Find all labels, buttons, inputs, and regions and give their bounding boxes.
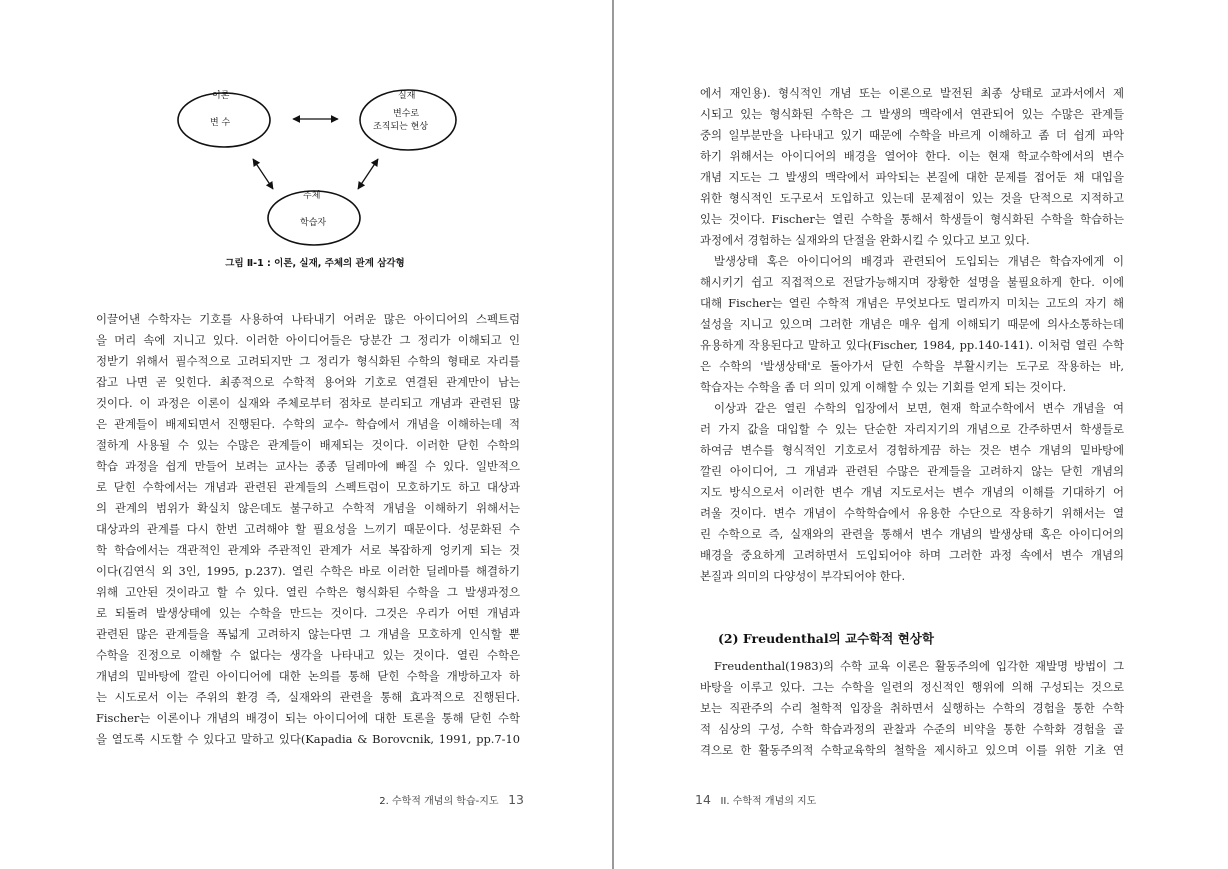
text-line: 개념의 밑바탕에 깔린 아이디어에 대한 논의를 통해 닫힌 수학을 개방하고자 하 [96,669,520,683]
text-line: 대해 Fischer는 열린 수학적 개념은 무엇보다도 멀리까지 미치는 고도의 자기 해 [700,296,1124,310]
text-line: 로 되돌려 발생상태에 있는 수학을 만드는 것이다. 그것은 우리가 어떤 개념과 [96,606,520,620]
left-footer [379,792,524,807]
text-line: 위해 고안된 것이라고 할 수 있다. 열린 수학은 형식화된 수학을 그 발생과정으 [96,585,520,599]
theory-label: 이론 [212,91,230,101]
text-line: 시되고 있는 형식화된 수학은 그 발생의 맥락에서 연관되어 있는 수많은 관계들 [700,107,1124,121]
text-line: 중의 일부분만을 나타내고 있기 때문에 수학을 바르게 이해하고 좀 더 쉽게 파악 [700,128,1124,142]
left-footer-title: 2. 수학적 개념의 학습-지도 [379,796,499,807]
text-line: 려울 것이다. 변수 개념이 수학학습에서 유용한 수단으로 작용하기 위해서는 열 [700,506,1124,520]
text-line: 본질과 의미의 다양성이 부각되어야 한다. [700,569,906,583]
text-line: 을 머리 속에 지니고 있다. 이러한 아이디어들은 당분간 그 정리가 이해되고 인 [96,333,520,347]
text-line: 개념 지도는 그 발생의 맥락에서 파악되는 본질에 대한 문제를 접어둔 채 대입을 [700,170,1124,184]
right-footer [695,792,816,807]
text-line: 하기 위해서는 아이디어의 배경을 열어야 한다. 이는 현재 학교수학에서의 변수 [700,149,1124,163]
text-line: 학습자는 수학을 좀 더 의미 있게 이해할 수 있는 기회를 얻게 되는 것이다. [700,380,1067,394]
text-line: 에서 재인용). 형식적인 개념 또는 이론으로 발전된 최종 상태로 교과서에서 제 [700,86,1124,100]
text-line: 의 관계의 범위가 확실치 않은데도 불구하고 수학적 개념을 이해하기 위해서는 [96,501,520,515]
text-line: 배경을 중요하게 고려하면서 도입되어야 하며 그러한 과정 속에서 변수 개념의 [700,548,1124,562]
text-line: 이다(김연식 외 3인, 1995, p.237). 열린 수학은 바로 이러한 딜레마를 해결하기 [96,564,520,578]
text-line: 은 수학의 '발생상태'로 돌아가서 닫힌 수학을 부활시키는 도구로 작용하는 바, [700,359,1124,373]
text-line: 관련된 많은 관계들을 폭넓게 고려하지 않는다면 그 개념을 모호하게 인식할 뿐 [96,627,520,641]
text-line: 로 닫힌 수학에서는 개념과 관련된 관계들의 스펙트럼이 모호하기도 하고 대상과 [96,480,520,494]
text-line: 는 시도로서 이는 주위의 환경 즉, 실재와의 관련을 통해 효과적으로 진행된다. [96,690,520,704]
text-line: 보는 직관주의 수리 철학적 입장을 취하면서 실행하는 수학의 경험을 통한 수학 [700,701,1124,715]
left-page [0,0,612,869]
text-line: 설성을 지니고 있으며 그러한 개념은 매우 쉽게 이해되기 때문에 의사소통하는데 [700,317,1124,331]
text-line: 지도 방식으로서 이러한 변수 개념 지도로서는 변수 개념의 이해를 기대하기 어 [700,485,1124,499]
text-line: 러 가지 값을 대입할 수 있는 단순한 자리지기의 개념으로 간주하면서 학생들로 [700,422,1124,436]
section-heading: (2) Freudenthal의 교수학적 현상학 [718,631,934,646]
text-line: 절하게 사용될 수 있는 수많은 관계들이 배제되는 것이다. 이러한 닫힌 수학의 [96,438,520,452]
text-line: 린 수학으로 즉, 실재와의 관련을 통해서 변수 개념의 발생상태 혹은 아이디어의 [700,527,1124,541]
text-line: 발생상태 혹은 아이디어의 배경과 관련되어 도입되는 개념은 학습자에게 이 [714,254,1124,268]
reality-inner-label-1: 변수로 [393,109,420,119]
subject-inner-label: 학습자 [300,218,327,228]
reality-label: 실재 [398,91,416,101]
text-line: 정받기 위해서 필수적으로 고려되지만 그 정리가 형식화된 수학의 형태로 자리를 [96,354,520,368]
text-line: 하여금 변수를 형식적인 기호로서 경험하게끔 하는 것은 변수 개념의 밑바탕에 [700,443,1124,457]
text-line: 학습 과정을 쉽게 만들어 보려는 교사는 종종 딜레마에 빠질 수 있다. 일반적으 [96,459,520,473]
text-line: 이상과 같은 열린 수학의 입장에서 보면, 현재 학교수학에서 변수 개념을 여 [714,401,1124,415]
left-body-text [96,309,520,750]
text-line: Fischer는 이론이나 개념의 배경이 되는 아이디어에 대한 토론을 통해 닫힌 수학 [96,711,520,725]
right-footer-title: II. 수학적 개념의 지도 [720,796,817,807]
right-body-text-2 [700,656,1124,761]
text-line: 과정에서 경험하는 실재와의 단절을 완화시킬 수 있다고 보고 있다. [700,233,1030,247]
theory-subject-arrow [253,159,273,189]
text-line: 대상과의 관계를 다시 한번 고려해야 할 필요성을 느끼기 때문이다. 성문화된 수 [96,522,520,536]
text-line: 격으로 한 활동주의적 수학교육학의 철학을 제시하고 있으며 이를 위한 기초 연 [700,743,1124,757]
theory-inner-label: 변 수 [210,118,231,128]
text-line: 수학을 진정으로 이해할 수 없다는 생각을 나타내고 있는 것이다. 열린 수학은 [96,648,520,662]
right-page-number: 14 [695,792,711,807]
left-page-number: 13 [508,792,524,807]
text-line: 은 관계들이 배제되면서 진행된다. 수학의 교수- 학습에서 개념을 이해하는데 적 [96,417,520,431]
text-line: 적 심상의 구성, 수학 학습과정의 관찰과 수준의 비약을 통한 수학화 경험을 골 [700,722,1124,736]
text-line: 이끌어낸 수학자는 기호를 사용하여 나타내기 어려운 많은 아이디어의 스펙트럼 [96,312,520,326]
text-line: 깔린 아이디어, 그 개념과 관련된 수많은 관계들을 고려하지 않는 닫힌 개념의 [700,464,1124,478]
right-body-text [700,83,1124,587]
reality-inner-label-2: 조직되는 현상 [373,122,429,132]
text-line: 바탕을 이루고 있다. 그는 수학을 일련의 정신적인 행위에 의해 구성되는 것으로 [700,680,1124,694]
subject-label: 주체 [303,191,321,201]
text-line: 유용하게 작용된다고 말하고 있다(Fischer, 1984, pp.140-141). 이처럼 열린 수학 [700,338,1124,352]
figure-caption: 그림 Ⅱ-1 : 이론, 실재, 주체의 관계 삼각형 [225,258,405,269]
text-line: 학 학습에서는 객관적인 관계와 주관적인 관계가 서로 복잡하게 엉키게 되는 것 [96,543,520,557]
text-line: 있는 것이다. Fischer는 열린 수학을 통해서 학생들이 형식화된 수학을 학습하는 [700,212,1124,226]
text-line: 위한 형식적인 도구로서 도입하고 있는데 문제점이 있는 것을 단적으로 지적하고 [700,191,1124,205]
text-line: 것이다. 이 과정은 이론이 실재와 주체로부터 점차로 분리되고 개념과 관련된 많 [96,396,520,410]
reality-subject-arrow [358,159,378,189]
text-line: Freudenthal(1983)의 수학 교육 이론은 활동주의에 입각한 재발명 방법이 그 [714,659,1124,673]
text-line: 잡고 나면 곧 잊힌다. 최종적으로 수학적 용어와 기호로 연결된 관계만이 남는 [96,375,520,389]
text-line: 해시키기 쉽고 직접적으로 전달가능해지며 장황한 설명을 불필요하게 한다. 이에 [700,275,1124,289]
text-line: 을 열도록 시도할 수 있다고 말하고 있다(Kapadia & Borovcnik, 1991, pp.7-10 [96,732,520,746]
relation-triangle-diagram [160,78,470,248]
